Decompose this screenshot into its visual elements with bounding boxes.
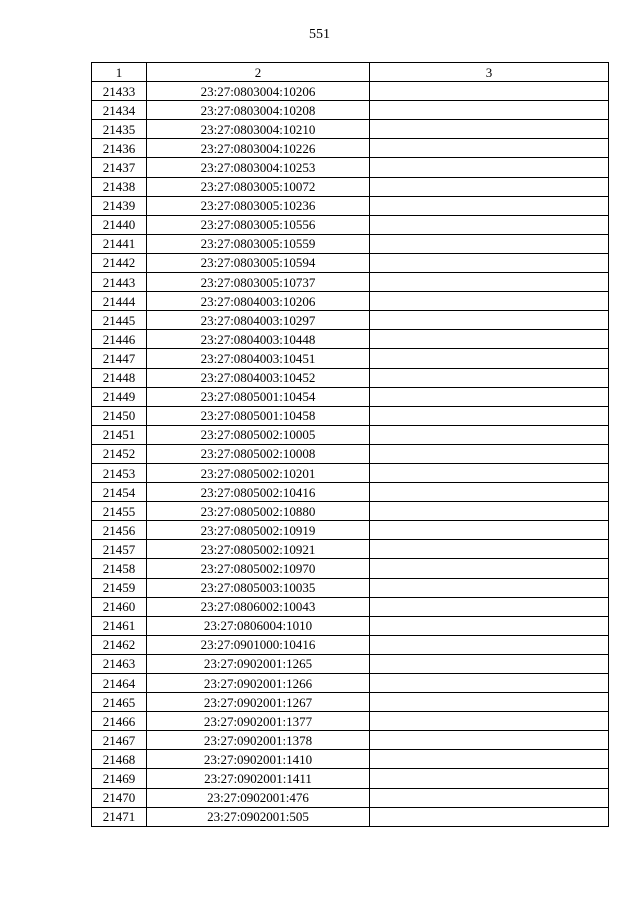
row-index-cell: 21457 xyxy=(92,540,147,559)
cadastral-number-cell: 23:27:0901000:10416 xyxy=(147,635,370,654)
table-row xyxy=(92,425,609,444)
row-index-cell: 21466 xyxy=(92,712,147,731)
cadastral-number-cell: 23:27:0803004:10253 xyxy=(147,158,370,177)
table-row xyxy=(92,349,609,368)
table-row xyxy=(92,330,609,349)
cadastral-number-table xyxy=(91,62,609,827)
table-row xyxy=(92,750,609,769)
row-index-cell: 21471 xyxy=(92,807,147,826)
notes-cell xyxy=(370,559,609,578)
table-row xyxy=(92,693,609,712)
notes-cell xyxy=(370,654,609,673)
notes-cell xyxy=(370,750,609,769)
table-row xyxy=(92,521,609,540)
row-index-cell: 21435 xyxy=(92,120,147,139)
row-index-cell: 21439 xyxy=(92,196,147,215)
table-row xyxy=(92,616,609,635)
row-index-cell: 21447 xyxy=(92,349,147,368)
cadastral-number-cell: 23:27:0803004:10206 xyxy=(147,82,370,101)
row-index-cell: 21446 xyxy=(92,330,147,349)
notes-cell xyxy=(370,693,609,712)
table-row xyxy=(92,463,609,482)
table-row xyxy=(92,292,609,311)
column-header-3: 3 xyxy=(370,63,609,82)
notes-cell xyxy=(370,406,609,425)
cadastral-number-cell: 23:27:0805001:10458 xyxy=(147,406,370,425)
cadastral-number-cell: 23:27:0803005:10594 xyxy=(147,253,370,272)
table-row xyxy=(92,540,609,559)
row-index-cell: 21450 xyxy=(92,406,147,425)
cadastral-number-cell: 23:27:0803005:10236 xyxy=(147,196,370,215)
page-number: 551 xyxy=(309,27,330,42)
row-index-cell: 21445 xyxy=(92,311,147,330)
header-row xyxy=(92,63,609,82)
row-index-cell: 21449 xyxy=(92,387,147,406)
notes-cell xyxy=(370,330,609,349)
row-index-cell: 21434 xyxy=(92,101,147,120)
cadastral-number-cell: 23:27:0803005:10556 xyxy=(147,215,370,234)
notes-cell xyxy=(370,483,609,502)
cadastral-number-cell: 23:27:0803004:10226 xyxy=(147,139,370,158)
cadastral-number-cell: 23:27:0804003:10297 xyxy=(147,311,370,330)
row-index-cell: 21454 xyxy=(92,483,147,502)
table-row xyxy=(92,368,609,387)
table-row xyxy=(92,712,609,731)
row-index-cell: 21458 xyxy=(92,559,147,578)
table-row xyxy=(92,177,609,196)
cadastral-number-cell: 23:27:0803005:10072 xyxy=(147,177,370,196)
cadastral-number-cell: 23:27:0902001:1266 xyxy=(147,674,370,693)
row-index-cell: 21461 xyxy=(92,616,147,635)
cadastral-number-cell: 23:27:0803005:10737 xyxy=(147,273,370,292)
notes-cell xyxy=(370,101,609,120)
table-row xyxy=(92,120,609,139)
row-index-cell: 21456 xyxy=(92,521,147,540)
table-row xyxy=(92,196,609,215)
cadastral-number-cell: 23:27:0805002:10005 xyxy=(147,425,370,444)
table-row xyxy=(92,311,609,330)
cadastral-number-cell: 23:27:0902001:1378 xyxy=(147,731,370,750)
cadastral-number-cell: 23:27:0805002:10970 xyxy=(147,559,370,578)
notes-cell xyxy=(370,177,609,196)
cadastral-number-cell: 23:27:0804003:10206 xyxy=(147,292,370,311)
cadastral-number-cell: 23:27:0902001:1411 xyxy=(147,769,370,788)
row-index-cell: 21436 xyxy=(92,139,147,158)
notes-cell xyxy=(370,120,609,139)
row-index-cell: 21467 xyxy=(92,731,147,750)
row-index-cell: 21452 xyxy=(92,444,147,463)
table-row xyxy=(92,807,609,826)
table-row xyxy=(92,769,609,788)
notes-cell xyxy=(370,597,609,616)
cadastral-number-cell: 23:27:0805002:10201 xyxy=(147,463,370,482)
notes-cell xyxy=(370,521,609,540)
table-row xyxy=(92,139,609,158)
row-index-cell: 21462 xyxy=(92,635,147,654)
notes-cell xyxy=(370,368,609,387)
cadastral-number-cell: 23:27:0803004:10210 xyxy=(147,120,370,139)
notes-cell xyxy=(370,674,609,693)
notes-cell xyxy=(370,712,609,731)
row-index-cell: 21437 xyxy=(92,158,147,177)
row-index-cell: 21469 xyxy=(92,769,147,788)
cadastral-number-cell: 23:27:0805003:10035 xyxy=(147,578,370,597)
row-index-cell: 21459 xyxy=(92,578,147,597)
table-row xyxy=(92,234,609,253)
row-index-cell: 21444 xyxy=(92,292,147,311)
cadastral-number-cell: 23:27:0902001:505 xyxy=(147,807,370,826)
row-index-cell: 21465 xyxy=(92,693,147,712)
cadastral-number-cell: 23:27:0806004:1010 xyxy=(147,616,370,635)
notes-cell xyxy=(370,731,609,750)
cadastral-number-cell: 23:27:0902001:1410 xyxy=(147,750,370,769)
cadastral-number-cell: 23:27:0805002:10416 xyxy=(147,483,370,502)
cadastral-number-cell: 23:27:0902001:1265 xyxy=(147,654,370,673)
row-index-cell: 21440 xyxy=(92,215,147,234)
column-header-1: 1 xyxy=(92,63,147,82)
cadastral-number-cell: 23:27:0804003:10451 xyxy=(147,349,370,368)
row-index-cell: 21451 xyxy=(92,425,147,444)
notes-cell xyxy=(370,463,609,482)
row-index-cell: 21438 xyxy=(92,177,147,196)
table-row xyxy=(92,731,609,750)
table-row xyxy=(92,253,609,272)
notes-cell xyxy=(370,349,609,368)
row-index-cell: 21468 xyxy=(92,750,147,769)
notes-cell xyxy=(370,444,609,463)
table-row xyxy=(92,406,609,425)
row-index-cell: 21464 xyxy=(92,674,147,693)
table-row xyxy=(92,597,609,616)
row-index-cell: 21453 xyxy=(92,463,147,482)
notes-cell xyxy=(370,616,609,635)
cadastral-number-cell: 23:27:0805001:10454 xyxy=(147,387,370,406)
notes-cell xyxy=(370,788,609,807)
notes-cell xyxy=(370,158,609,177)
table-row xyxy=(92,559,609,578)
table-row xyxy=(92,82,609,101)
cadastral-number-cell: 23:27:0902001:1377 xyxy=(147,712,370,731)
table-row xyxy=(92,654,609,673)
cadastral-number-cell: 23:27:0803004:10208 xyxy=(147,101,370,120)
table-row xyxy=(92,788,609,807)
table-header xyxy=(92,63,609,82)
notes-cell xyxy=(370,196,609,215)
table-row xyxy=(92,101,609,120)
cadastral-number-cell: 23:27:0804003:10448 xyxy=(147,330,370,349)
cadastral-number-cell: 23:27:0805002:10919 xyxy=(147,521,370,540)
table-row xyxy=(92,444,609,463)
notes-cell xyxy=(370,311,609,330)
row-index-cell: 21433 xyxy=(92,82,147,101)
row-index-cell: 21463 xyxy=(92,654,147,673)
table-row xyxy=(92,578,609,597)
table-row xyxy=(92,387,609,406)
column-header-2: 2 xyxy=(147,63,370,82)
table-row xyxy=(92,635,609,654)
notes-cell xyxy=(370,139,609,158)
row-index-cell: 21460 xyxy=(92,597,147,616)
notes-cell xyxy=(370,769,609,788)
table-body xyxy=(92,82,609,827)
notes-cell xyxy=(370,82,609,101)
notes-cell xyxy=(370,215,609,234)
row-index-cell: 21443 xyxy=(92,273,147,292)
notes-cell xyxy=(370,253,609,272)
notes-cell xyxy=(370,540,609,559)
notes-cell xyxy=(370,502,609,521)
table-row xyxy=(92,502,609,521)
row-index-cell: 21470 xyxy=(92,788,147,807)
row-index-cell: 21448 xyxy=(92,368,147,387)
table-row xyxy=(92,483,609,502)
cadastral-number-cell: 23:27:0806002:10043 xyxy=(147,597,370,616)
table-row xyxy=(92,273,609,292)
notes-cell xyxy=(370,292,609,311)
cadastral-number-cell: 23:27:0805002:10008 xyxy=(147,444,370,463)
notes-cell xyxy=(370,807,609,826)
notes-cell xyxy=(370,578,609,597)
notes-cell xyxy=(370,425,609,444)
table-row xyxy=(92,674,609,693)
row-index-cell: 21442 xyxy=(92,253,147,272)
table-row xyxy=(92,215,609,234)
cadastral-number-cell: 23:27:0804003:10452 xyxy=(147,368,370,387)
cadastral-number-cell: 23:27:0803005:10559 xyxy=(147,234,370,253)
notes-cell xyxy=(370,234,609,253)
cadastral-number-cell: 23:27:0902001:1267 xyxy=(147,693,370,712)
notes-cell xyxy=(370,387,609,406)
notes-cell xyxy=(370,635,609,654)
cadastral-number-cell: 23:27:0805002:10880 xyxy=(147,502,370,521)
cadastral-number-cell: 23:27:0902001:476 xyxy=(147,788,370,807)
cadastral-number-cell: 23:27:0805002:10921 xyxy=(147,540,370,559)
notes-cell xyxy=(370,273,609,292)
table-row xyxy=(92,158,609,177)
row-index-cell: 21455 xyxy=(92,502,147,521)
row-index-cell: 21441 xyxy=(92,234,147,253)
